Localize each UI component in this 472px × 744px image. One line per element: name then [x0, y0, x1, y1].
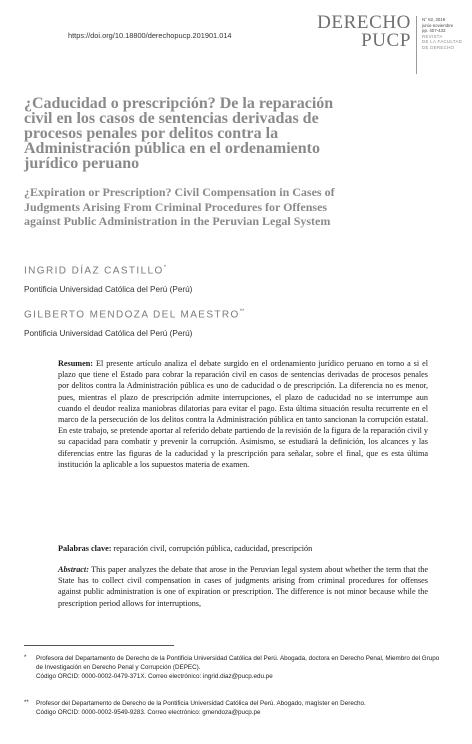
footnote-2 [24, 699, 444, 717]
issue-period: junio-noviembre [422, 22, 454, 28]
keywords-paragraph [58, 543, 428, 554]
journal-logo-line2: PUCP [361, 30, 411, 51]
author-2 [24, 309, 244, 320]
footnote-1-text: Profesora del Departamento de Derecho de la Pontificia Universidad Católica del Perú. Abogada, doctora en Derecho Penal, Miembro del Grupo de Investigación en Derecho Penal y Corrupción (DEPEC). [36, 655, 440, 671]
footnote-2-text: Profesor del Departamento de Derecho de la Pontificia Universidad Católica del Perú. Abogado, magíster en Derecho. [36, 700, 366, 707]
keywords-text: reparación civil, corrupción pública, caducidad, prescripción [111, 544, 313, 553]
journal-logo [313, 14, 411, 50]
footnote-rule [24, 645, 174, 646]
resumen-paragraph [58, 358, 428, 470]
publisher-line2: DE LA FACULTAD [422, 39, 463, 45]
issue-meta [422, 17, 462, 51]
footnote-1-mark: * [24, 655, 27, 661]
author-2-name: GILBERTO MENDOZA DEL MAESTRO [24, 309, 240, 321]
author-2-affiliation: Pontificia Universidad Católica del Perú (Perú) [24, 329, 193, 338]
footnote-2-mark: ** [24, 700, 29, 706]
logo-divider [416, 16, 417, 74]
author-2-mark: ** [239, 309, 245, 315]
publisher-line3: DE DERECHO [422, 44, 455, 50]
journal-logo-line1: DERECHO [317, 12, 411, 33]
author-1-affiliation: Pontificia Universidad Católica del Perú (Perú) [24, 285, 193, 294]
author-1-mark: * [163, 265, 167, 271]
author-1 [24, 265, 166, 276]
doi-link[interactable]: https://doi.org/10.18800/derechopucp.201901.014 [68, 31, 232, 40]
title-english: ¿Expiration or Prescription? Civil Compensation in Cases of Judgments Arising From Criminal Procedures for Offenses against Public Administration in the Peruvian Legal System [24, 185, 335, 228]
footnote-1-orcid: Código ORCID: 0000-0002-0479-371X. Correo electrónico: ingrid.diaz@pucp.edu.pe [36, 673, 273, 680]
issue-number: N° 82, 2019 [422, 17, 446, 22]
footnote-1 [24, 654, 444, 681]
keywords-label: Palabras clave: [58, 544, 112, 553]
resumen-text: El presente artículo analiza el debate surgido en el ordenamiento jurídico peruano en torno a si el plazo que tiene el Estado para cobrar la reparación civil en casos de sentencias derivadas de procesos penales por delitos contra la Administración pública es uno de caducidad o de prescripción. La diferencia no es menor, pues, mientras el plazo de prescripción admite interrupciones, el plazo de caducidad no se interrumpe aun cuando el deudor realiza maniobras dilatorias para evitar el pago. Esta última situación resulta recurrente en el marco de la persecución de los delitos contra la Administración pública en tanto sancionan la corrupción estatal. En este trabajo, se pretende aportar al referido debate partiendo de la revisión de la figura de la reparación civil y su capacidad para combatir y prevenir la corrupción. Asimismo, se estudiará la definición, los alcances y las diferencias entre las figuras de la caducidad y la prescripción para señalar, sobre el final, que es esta última institución la aplicable a los supuestos materia de examen. [58, 359, 428, 469]
issue-pages: pp. 407-433 [422, 28, 446, 34]
abstract-english-paragraph [58, 564, 428, 609]
publisher-line1: REVISTA [422, 33, 443, 39]
resumen-label: Resumen: [58, 359, 94, 368]
abstract-english-label: Abstract: [58, 565, 89, 574]
title-spanish: ¿Caducidad o prescripción? De la reparación civil en los casos de sentencias derivadas de procesos penales por delitos contra la Administración pública en el ordenamiento jurídico peruano [24, 95, 334, 172]
footnote-2-orcid: Código ORCID: 0000-0002-9549-9283. Correo electrónico: gmendoza@pucp.pe [36, 709, 261, 716]
author-1-name: INGRID DÍAZ CASTILLO [24, 265, 164, 277]
abstract-english-text: This paper analyzes the debate that arose in the Peruvian legal system about whether the term that the State has to collect civil compensation in cases of judgments arising from criminal procedures for offenses against public administration is one of expiration or prescription. The difference is not minor because while the prescription period allows for interruptions, [58, 565, 428, 608]
